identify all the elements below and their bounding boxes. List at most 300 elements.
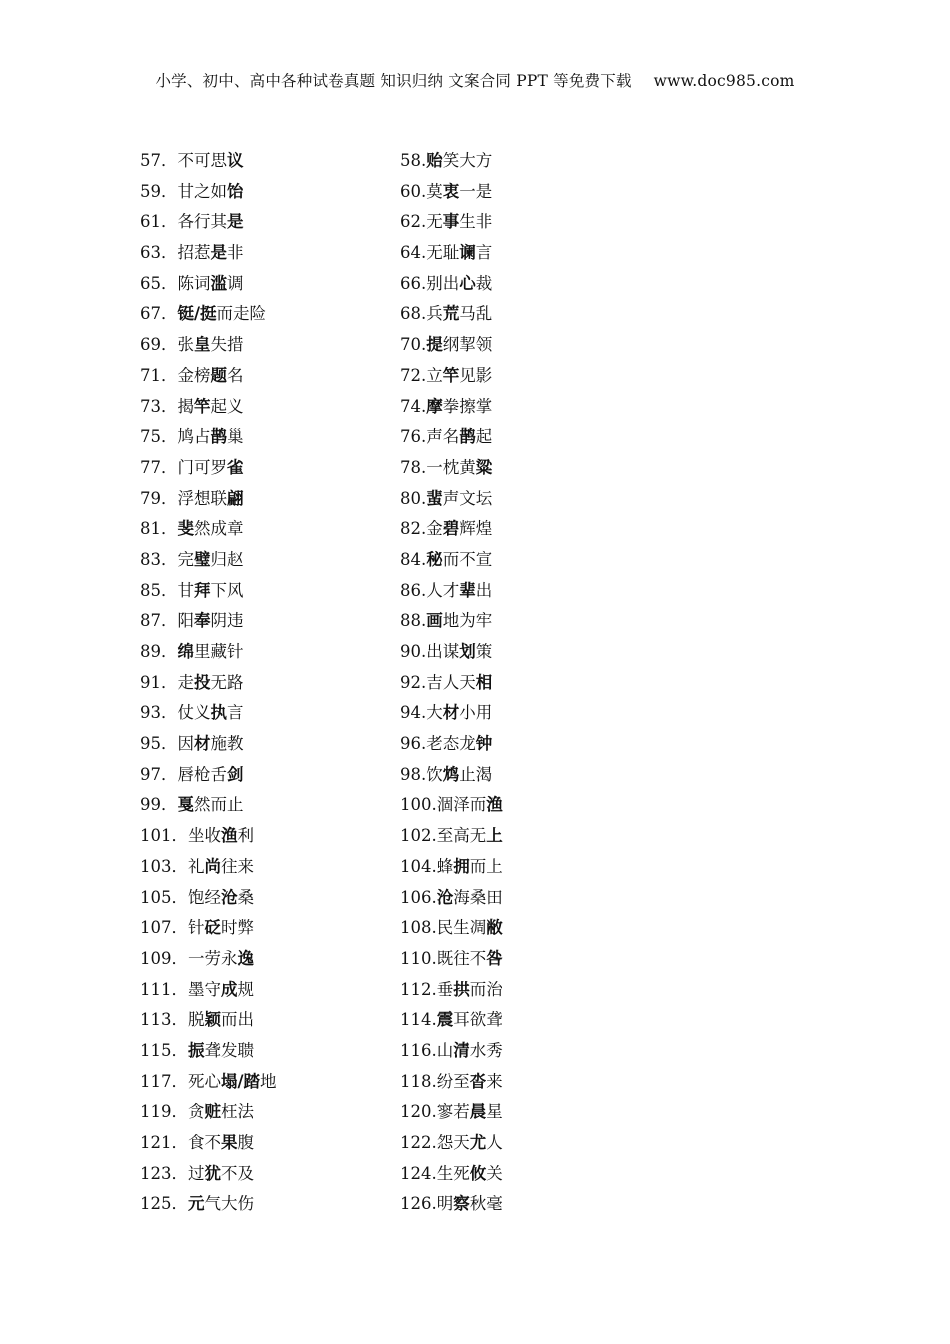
idiom-text: 贪	[188, 1102, 205, 1122]
emphasized-character: 饴	[227, 181, 244, 201]
item-number: 59．	[140, 181, 178, 201]
idiom-row	[140, 1191, 700, 1222]
item-number: 61．	[140, 212, 178, 232]
idiom-text: 人才	[426, 580, 460, 600]
idiom-item-left	[140, 1007, 400, 1038]
item-number: 99．	[140, 795, 178, 815]
idiom-text: 老态龙	[426, 734, 476, 754]
item-number: 66.	[400, 273, 427, 293]
emphasized-character: 事	[442, 212, 460, 232]
idiom-item-right	[400, 148, 600, 179]
idiom-text: 揭	[177, 396, 194, 416]
emphasized-character: 察	[453, 1194, 470, 1214]
emphasized-character: 竿	[194, 396, 211, 416]
item-number: 81．	[140, 519, 178, 539]
item-number: 93．	[140, 703, 178, 723]
item-number: 115．	[140, 1040, 188, 1060]
idiom-item-right	[400, 915, 600, 946]
emphasized-character: 翩	[227, 488, 244, 508]
emphasized-character: 谰	[459, 243, 476, 263]
idiom-text: 而治	[469, 979, 503, 999]
emphasized-character: 犹	[204, 1163, 221, 1183]
emphasized-character: 划	[459, 642, 476, 661]
emphasized-character: 沧	[221, 887, 238, 907]
emphasized-character: 题	[210, 365, 227, 385]
idiom-item-left	[140, 792, 400, 823]
idiom-text: 甘	[177, 580, 194, 600]
emphasized-character: 成	[221, 979, 238, 999]
emphasized-character: 砭	[204, 918, 221, 938]
idiom-item-right	[400, 1161, 600, 1192]
idiom-row	[140, 731, 700, 762]
item-number: 96.	[400, 734, 427, 754]
item-number: 83．	[140, 549, 178, 569]
emphasized-character: 戛	[177, 795, 194, 815]
emphasized-character: 清	[453, 1040, 470, 1060]
emphasized-character: 材	[442, 703, 460, 723]
idiom-text: 见影	[459, 365, 493, 385]
idiom-text: 而上	[469, 856, 503, 876]
emphasized-character: 荒	[442, 304, 460, 324]
emphasized-character: 竿	[442, 365, 460, 385]
idiom-text: 金	[426, 519, 443, 539]
idiom-text: 饱经	[188, 887, 221, 907]
emphasized-character: 璧	[194, 549, 211, 569]
idiom-text: 而不宣	[442, 549, 493, 569]
idiom-text: 水秀	[469, 1040, 503, 1060]
idiom-row	[140, 148, 700, 179]
idiom-item-right	[400, 271, 600, 302]
emphasized-character: 贻	[426, 151, 443, 170]
item-number: 116.	[400, 1040, 437, 1060]
item-number: 92.	[400, 672, 427, 692]
idiom-text: 然而止	[194, 795, 244, 815]
emphasized-character: 心	[459, 273, 476, 293]
item-number: 112.	[400, 979, 437, 999]
item-number: 74.	[400, 396, 427, 416]
emphasized-character: 沧	[436, 887, 454, 907]
idiom-row	[140, 271, 700, 302]
idiom-row	[140, 946, 700, 977]
item-number: 118.	[400, 1071, 437, 1091]
idiom-item-left	[140, 240, 400, 271]
idiom-item-right	[400, 792, 600, 823]
idiom-text: 食不	[188, 1133, 221, 1152]
emphasized-character: 塌/踏	[221, 1071, 261, 1091]
item-number: 68.	[400, 304, 427, 324]
emphasized-character: 材	[194, 734, 211, 754]
idiom-item-right	[400, 823, 600, 854]
emphasized-character: 晨	[469, 1102, 487, 1122]
emphasized-character: 渔	[221, 826, 238, 846]
idiom-row	[140, 1038, 700, 1069]
idiom-text: 然成章	[194, 519, 244, 539]
idiom-text: 莫	[426, 181, 443, 201]
emphasized-character: 攸	[469, 1163, 487, 1183]
idiom-item-right	[400, 547, 600, 578]
item-number: 106.	[400, 887, 437, 907]
idiom-text: 过	[188, 1163, 205, 1183]
idiom-item-left	[140, 700, 400, 731]
idiom-item-left	[140, 885, 400, 916]
idiom-item-left	[140, 915, 400, 946]
idiom-text: 归赵	[210, 549, 244, 569]
emphasized-character: 拜	[194, 580, 211, 600]
idiom-text: 死心	[188, 1071, 221, 1091]
item-number: 89．	[140, 642, 178, 661]
idiom-text: 墨守	[188, 979, 221, 999]
idiom-text: 下风	[210, 580, 244, 600]
item-number: 62.	[400, 212, 427, 232]
idiom-item-left	[140, 1069, 400, 1100]
idiom-text: 声名	[426, 427, 460, 447]
idiom-item-right	[400, 240, 600, 271]
item-number: 117．	[140, 1071, 188, 1091]
idiom-item-right	[400, 578, 600, 609]
idiom-text: 来	[486, 1071, 503, 1091]
emphasized-character: 铤/挺	[177, 304, 217, 324]
idiom-item-right	[400, 394, 600, 425]
idiom-item-right	[400, 332, 600, 363]
item-number: 109．	[140, 948, 188, 968]
idiom-text: 针	[188, 918, 205, 938]
idiom-row	[140, 700, 700, 731]
idiom-item-right	[400, 608, 600, 639]
idiom-text: 金榜	[177, 365, 211, 385]
idiom-text: 阴违	[210, 611, 244, 631]
idiom-row	[140, 915, 700, 946]
item-number: 64.	[400, 243, 427, 263]
idiom-text: 策	[475, 642, 493, 661]
idiom-item-right	[400, 639, 600, 670]
idiom-text: 一劳永	[188, 948, 238, 968]
idiom-text: 不及	[221, 1163, 254, 1183]
item-number: 119．	[140, 1102, 188, 1122]
idiom-row	[140, 1007, 700, 1038]
idiom-text: 不可思	[177, 151, 227, 170]
idiom-row	[140, 424, 700, 455]
idiom-row	[140, 486, 700, 517]
idiom-text: 起	[475, 427, 493, 447]
idiom-text: 蜂	[436, 856, 454, 876]
idiom-text: 海桑田	[453, 887, 503, 907]
emphasized-character: 议	[227, 151, 244, 170]
idiom-item-left	[140, 762, 400, 793]
idiom-item-right	[400, 977, 600, 1008]
idiom-text: 怨天	[436, 1133, 470, 1152]
idiom-text: 聋发聩	[204, 1040, 254, 1060]
item-number: 95．	[140, 734, 178, 754]
item-number: 107．	[140, 918, 188, 938]
idiom-text: 而走险	[216, 304, 267, 324]
idiom-text: 声文坛	[442, 488, 493, 508]
emphasized-character: 渔	[486, 795, 503, 815]
idiom-text: 时弊	[221, 918, 254, 938]
idiom-text: 出	[475, 580, 493, 600]
idiom-text: 鸠占	[177, 427, 211, 447]
item-number: 104.	[400, 856, 437, 876]
item-number: 88.	[400, 611, 427, 631]
emphasized-character: 秘	[426, 549, 443, 569]
item-number: 111．	[140, 979, 188, 999]
idiom-row	[140, 639, 700, 670]
idiom-item-left	[140, 670, 400, 701]
item-number: 73．	[140, 396, 178, 416]
item-number: 102.	[400, 826, 437, 846]
idiom-item-left	[140, 179, 400, 210]
item-number: 98.	[400, 764, 427, 784]
emphasized-character: 衷	[442, 181, 460, 201]
emphasized-character: 投	[194, 672, 211, 692]
item-number: 63．	[140, 243, 178, 263]
emphasized-character: 震	[436, 1010, 454, 1030]
idiom-text: 无路	[210, 672, 244, 692]
idiom-text: 既往不	[436, 948, 487, 968]
item-number: 87．	[140, 611, 178, 631]
item-number: 84.	[400, 549, 427, 569]
idiom-text: 往来	[221, 856, 254, 876]
item-number: 69．	[140, 335, 178, 355]
idiom-text: 马乱	[459, 304, 493, 324]
item-number: 101．	[140, 826, 188, 846]
emphasized-character: 是	[210, 243, 227, 263]
idiom-item-left	[140, 486, 400, 517]
idiom-item-right	[400, 885, 600, 916]
item-number: 91．	[140, 672, 178, 692]
header-website: www.doc985.com	[653, 72, 795, 90]
idiom-text: 裁	[475, 273, 493, 293]
idiom-text: 桑	[237, 887, 254, 907]
item-number: 90.	[400, 642, 427, 661]
idiom-row	[140, 792, 700, 823]
idiom-item-right	[400, 1191, 600, 1222]
idiom-text: 无	[426, 212, 443, 232]
idiom-text: 生非	[459, 212, 493, 232]
idiom-item-left	[140, 424, 400, 455]
item-number: 124.	[400, 1163, 437, 1183]
idiom-item-left	[140, 977, 400, 1008]
idiom-item-left	[140, 1191, 400, 1222]
idiom-item-left	[140, 731, 400, 762]
idiom-item-left	[140, 1161, 400, 1192]
item-number: 80.	[400, 488, 427, 508]
idiom-row	[140, 1099, 700, 1130]
idiom-list	[140, 148, 700, 1222]
idiom-text: 拳擦掌	[442, 396, 493, 416]
idiom-item-left	[140, 823, 400, 854]
idiom-row	[140, 209, 700, 240]
item-number: 78.	[400, 457, 427, 477]
idiom-text: 而出	[221, 1010, 254, 1030]
emphasized-character: 奉	[194, 611, 211, 631]
idiom-text: 言	[227, 703, 244, 723]
idiom-text: 言	[475, 243, 493, 263]
item-number: 70.	[400, 335, 427, 355]
idiom-item-right	[400, 854, 600, 885]
emphasized-character: 执	[210, 703, 227, 723]
idiom-text: 脱	[188, 1010, 205, 1030]
idiom-text: 无耻	[426, 243, 460, 263]
idiom-text: 生死	[436, 1163, 470, 1183]
idiom-text: 明	[436, 1194, 454, 1214]
idiom-item-left	[140, 516, 400, 547]
idiom-item-right	[400, 486, 600, 517]
idiom-row	[140, 394, 700, 425]
emphasized-character: 逸	[237, 948, 254, 968]
idiom-item-right	[400, 1007, 600, 1038]
idiom-text: 陈词	[177, 273, 211, 293]
item-number: 94.	[400, 703, 427, 723]
idiom-item-left	[140, 1099, 400, 1130]
item-number: 123．	[140, 1163, 188, 1183]
idiom-text: 小用	[459, 703, 493, 723]
idiom-item-right	[400, 1099, 600, 1130]
item-number: 65．	[140, 273, 178, 293]
idiom-row	[140, 240, 700, 271]
idiom-item-left	[140, 332, 400, 363]
idiom-item-left	[140, 946, 400, 977]
idiom-text: 张	[177, 335, 194, 355]
idiom-text: 利	[237, 826, 254, 846]
emphasized-character: 尚	[204, 856, 221, 876]
emphasized-character: 粱	[475, 457, 493, 477]
idiom-text: 坐收	[188, 826, 221, 846]
idiom-text: 名	[227, 365, 244, 385]
idiom-row	[140, 854, 700, 885]
emphasized-character: 提	[426, 335, 443, 355]
idiom-text: 大	[426, 703, 443, 723]
item-number: 113．	[140, 1010, 188, 1030]
idiom-text: 招惹	[177, 243, 211, 263]
item-number: 86.	[400, 580, 427, 600]
idiom-text: 辉煌	[459, 519, 493, 539]
idiom-text: 垂	[436, 979, 454, 999]
idiom-text: 一枕黄	[426, 457, 476, 477]
idiom-text: 民生凋	[436, 918, 487, 938]
idiom-text: 腹	[237, 1133, 254, 1152]
idiom-item-right	[400, 731, 600, 762]
item-number: 125．	[140, 1194, 188, 1214]
idiom-item-right	[400, 209, 600, 240]
idiom-item-left	[140, 639, 400, 670]
idiom-text: 吉人天	[426, 672, 476, 692]
idiom-item-right	[400, 301, 600, 332]
emphasized-character: 果	[221, 1133, 238, 1152]
emphasized-character: 颖	[204, 1010, 221, 1030]
item-number: 103．	[140, 856, 188, 876]
emphasized-character: 尤	[469, 1133, 487, 1152]
emphasized-character: 钟	[475, 734, 493, 754]
emphasized-character: 拱	[453, 979, 470, 999]
item-number: 82.	[400, 519, 427, 539]
idiom-item-left	[140, 1038, 400, 1069]
idiom-item-right	[400, 946, 600, 977]
emphasized-character: 鸩	[442, 764, 460, 784]
idiom-item-right	[400, 762, 600, 793]
idiom-row	[140, 885, 700, 916]
idiom-item-right	[400, 179, 600, 210]
item-number: 67．	[140, 304, 178, 324]
emphasized-character: 鹊	[210, 427, 227, 447]
idiom-text: 浮想联	[177, 488, 227, 508]
idiom-item-left	[140, 363, 400, 394]
idiom-item-right	[400, 1130, 600, 1161]
idiom-text: 因	[177, 734, 194, 754]
idiom-text: 门可罗	[177, 457, 227, 477]
idiom-text: 一是	[459, 181, 493, 201]
item-number: 126.	[400, 1194, 437, 1214]
emphasized-character: 敝	[486, 918, 503, 938]
idiom-text: 起义	[210, 396, 244, 416]
emphasized-character: 画	[426, 611, 443, 631]
item-number: 108.	[400, 918, 437, 938]
item-number: 85．	[140, 580, 178, 600]
item-number: 75．	[140, 427, 178, 447]
emphasized-character: 鹊	[459, 427, 476, 447]
idiom-item-left	[140, 608, 400, 639]
header-tagline: 小学、初中、高中各种试卷真题 知识归纳 文案合同 PPT 等免费下载	[155, 72, 632, 90]
emphasized-character: 沓	[469, 1071, 487, 1091]
idiom-text: 星	[486, 1102, 503, 1122]
idiom-text: 失措	[210, 335, 244, 355]
idiom-row	[140, 455, 700, 486]
idiom-text: 笑大方	[442, 151, 493, 170]
item-number: 122.	[400, 1133, 437, 1152]
idiom-text: 甘之如	[177, 181, 227, 201]
idiom-item-right	[400, 670, 600, 701]
idiom-item-right	[400, 455, 600, 486]
idiom-text: 规	[237, 979, 254, 999]
idiom-row	[140, 1130, 700, 1161]
idiom-text: 非	[227, 243, 244, 263]
idiom-text: 纲挈领	[442, 335, 493, 355]
idiom-text: 施教	[210, 734, 244, 754]
idiom-text: 别出	[426, 273, 460, 293]
idiom-item-left	[140, 1130, 400, 1161]
emphasized-character: 是	[227, 212, 244, 232]
idiom-text: 完	[177, 549, 194, 569]
item-number: 110.	[400, 948, 437, 968]
emphasized-character: 上	[486, 826, 503, 846]
idiom-text: 饮	[426, 764, 443, 784]
page-header	[0, 69, 950, 91]
emphasized-character: 辈	[459, 580, 476, 600]
idiom-item-left	[140, 394, 400, 425]
item-number: 114.	[400, 1010, 437, 1030]
idiom-item-left	[140, 209, 400, 240]
idiom-item-left	[140, 455, 400, 486]
idiom-item-left	[140, 148, 400, 179]
emphasized-character: 滥	[210, 273, 227, 293]
idiom-item-right	[400, 1038, 600, 1069]
idiom-text: 寥若	[436, 1102, 470, 1122]
idiom-row	[140, 608, 700, 639]
emphasized-character: 拥	[453, 856, 470, 876]
idiom-row	[140, 179, 700, 210]
emphasized-character: 振	[188, 1040, 205, 1060]
emphasized-character: 咎	[486, 948, 503, 968]
item-number: 97．	[140, 764, 178, 784]
idiom-text: 至高无	[436, 826, 487, 846]
idiom-row	[140, 301, 700, 332]
idiom-text: 山	[436, 1040, 454, 1060]
idiom-text: 阳	[177, 611, 194, 631]
idiom-item-right	[400, 424, 600, 455]
item-number: 105．	[140, 887, 188, 907]
item-number: 72.	[400, 365, 427, 385]
emphasized-character: 相	[475, 672, 493, 692]
idiom-text: 各行其	[177, 212, 227, 232]
